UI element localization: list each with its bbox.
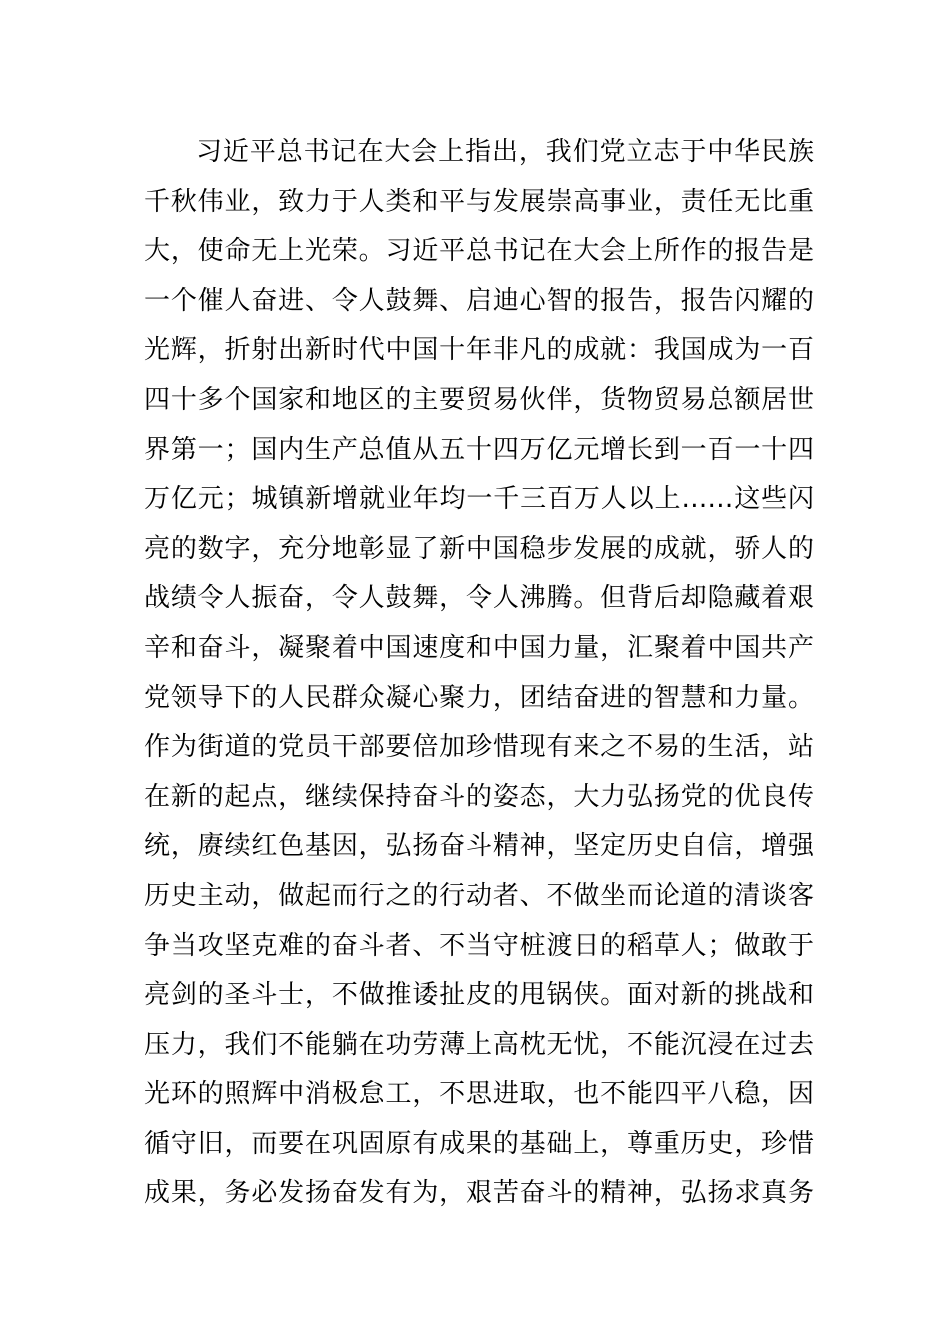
text-line: 党领导下的人民群众凝心聚力，团结奋进的智慧和力量。 [144,682,814,713]
text-line: 光环的照辉中消极怠工，不思进取，也不能四平八稳，因 [144,1079,814,1110]
text-line: 战绩令人振奋，令人鼓舞，令人沸腾。但背后却隐藏着艰 [144,583,814,614]
text-line: 光辉，折射出新时代中国十年非凡的成就：我国成为一百 [144,335,814,366]
text-line: 在新的起点，继续保持奋斗的姿态，大力弘扬党的优良传 [144,781,814,812]
text-line: 千秋伟业，致力于人类和平与发展崇高事业，责任无比重 [144,186,814,217]
text-line: 争当攻坚克难的奋斗者、不当守桩渡日的稻草人；做敢于 [144,930,814,961]
text-line: 大，使命无上光荣。习近平总书记在大会上所作的报告是 [144,236,814,267]
text-line: 亮剑的圣斗士，不做推诿扯皮的甩锅侠。面对新的挑战和 [144,980,814,1011]
text-line: 一个催人奋进、令人鼓舞、启迪心智的报告，报告闪耀的 [144,285,814,316]
text-line: 界第一；国内生产总值从五十四万亿元增长到一百一十四 [144,434,814,465]
text-line: 统，赓续红色基因，弘扬奋斗精神，坚定历史自信，增强 [144,831,814,862]
text-line: 成果，务必发扬奋发有为，艰苦奋斗的精神，弘扬求真务 [144,1178,814,1209]
paragraph [144,128,814,1219]
text-line: 习近平总书记在大会上指出，我们党立志于中华民族 [196,137,814,167]
text-line: 循守旧，而要在巩固原有成果的基础上，尊重历史，珍惜 [144,1128,814,1159]
text-line: 压力，我们不能躺在功劳薄上高枕无忧，不能沉浸在过去 [144,1029,814,1060]
text-line: 辛和奋斗，凝聚着中国速度和中国力量，汇聚着中国共产 [144,632,814,663]
text-line: 亮的数字，充分地彰显了新中国稳步发展的成就，骄人的 [144,533,814,564]
text-line: 四十多个国家和地区的主要贸易伙伴，货物贸易总额居世 [144,384,814,415]
text-line: 万亿元；城镇新增就业年均一千三百万人以上……这些闪 [144,484,814,515]
text-line: 作为街道的党员干部要倍加珍惜现有来之不易的生活，站 [144,732,814,763]
text-line: 历史主动，做起而行之的行动者、不做坐而论道的清谈客 [144,880,814,911]
